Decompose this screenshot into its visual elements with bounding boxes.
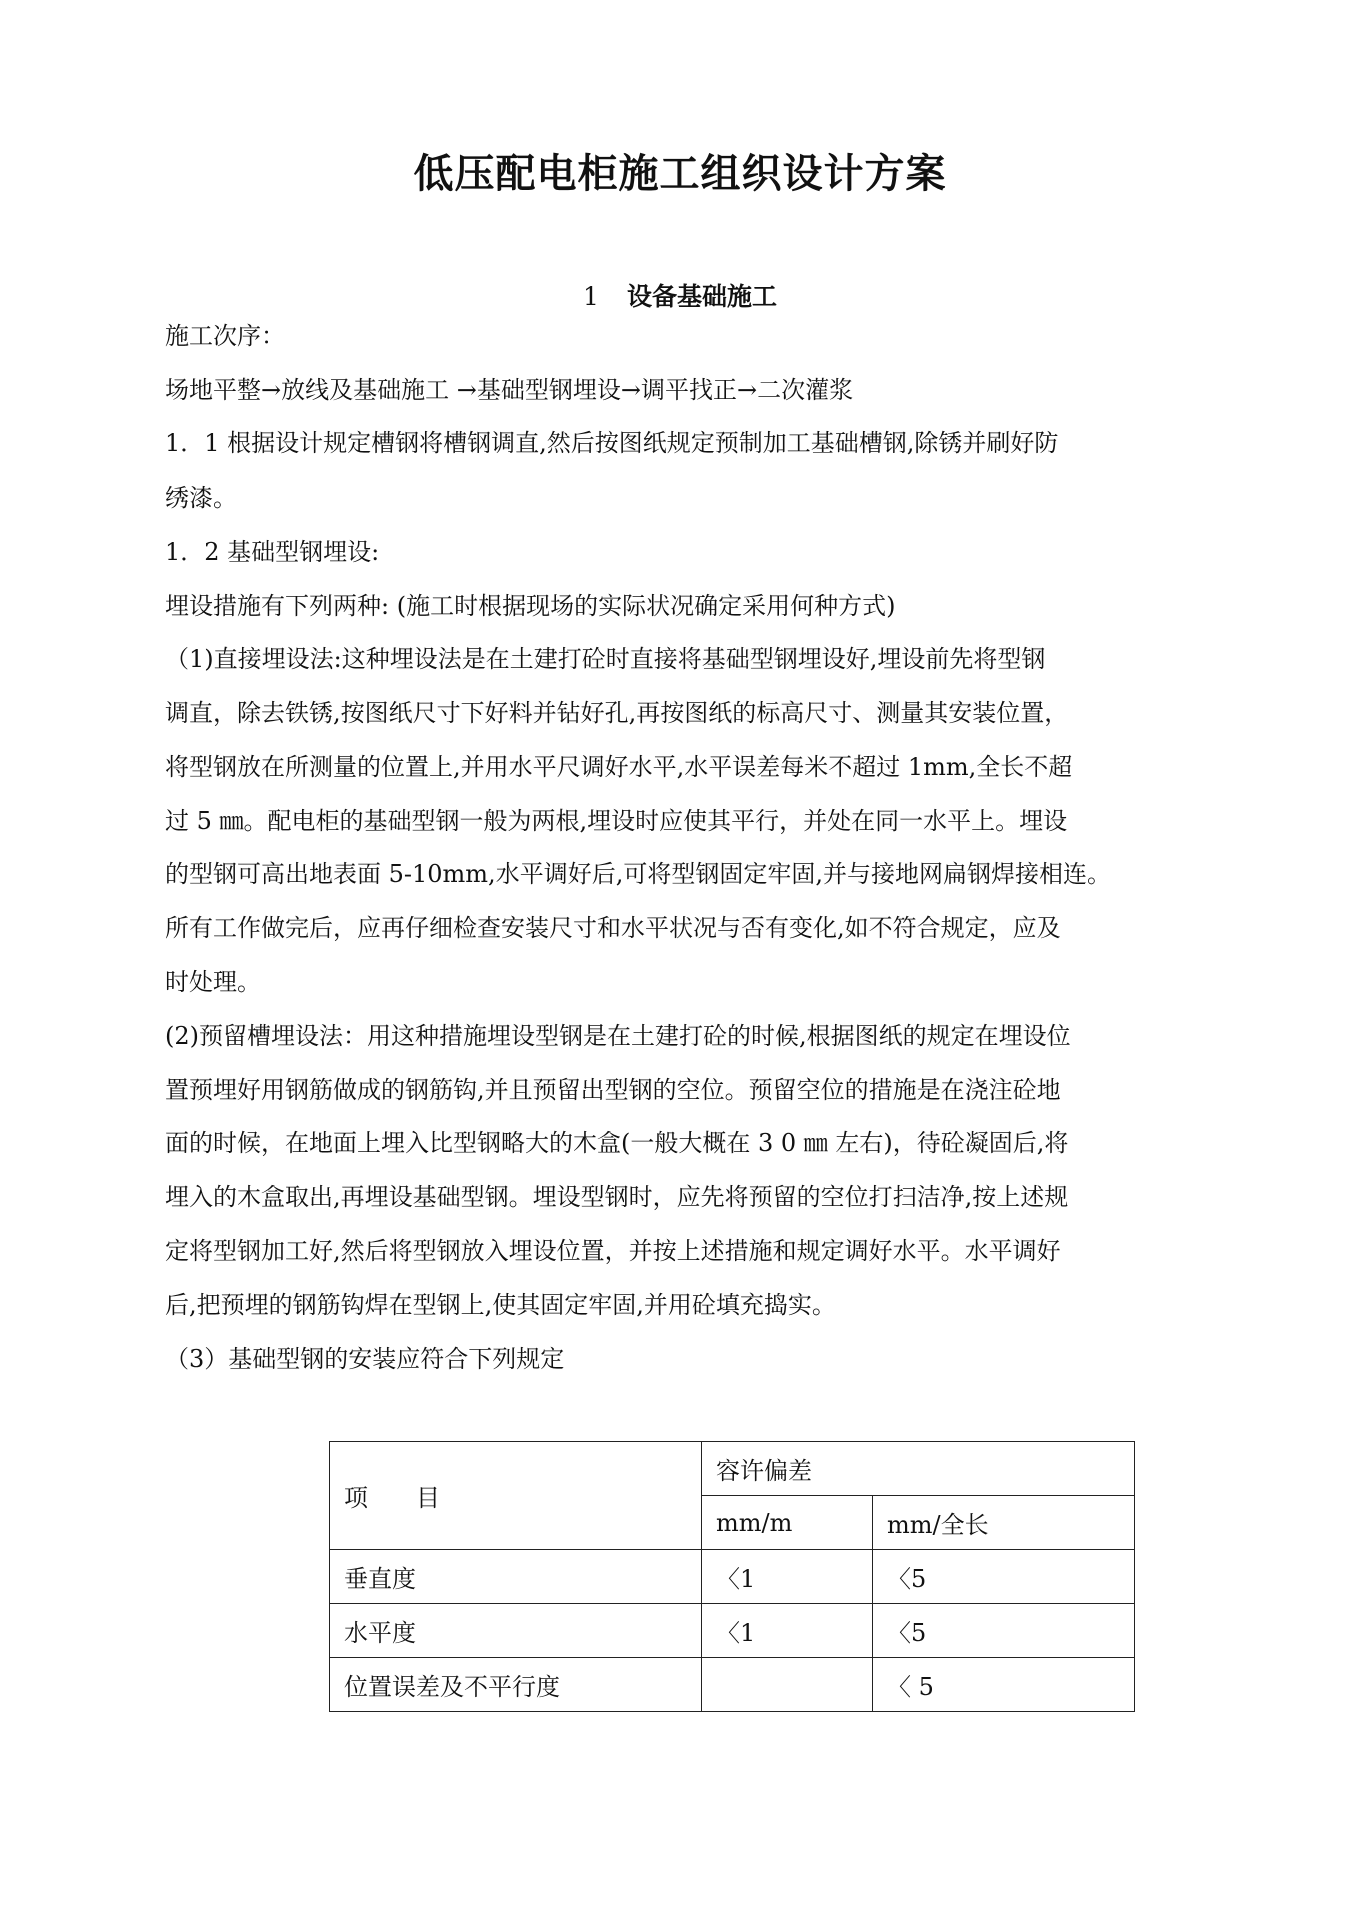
paragraph-line: 埋入的木盒取出,再埋设基础型钢。埋设型钢时，应先将预留的空位打扫洁净,按上述规 [165, 1183, 1069, 1211]
paragraph-line: 调直，除去铁锈,按图纸尺寸下好料并钻好孔,再按图纸的标高尺寸、测量其安装位置， [165, 699, 1069, 727]
item-cell: 位置误差及不平行度 [330, 1658, 702, 1712]
paragraph-line: 时处理。 [165, 968, 261, 996]
total-cell: 〈5 [873, 1604, 1135, 1658]
item-header-cell: 项 目 [330, 1442, 702, 1550]
total-cell: 〈5 [873, 1550, 1135, 1604]
document-title: 低压配电柜施工组织设计方案 [413, 150, 947, 197]
table-row [330, 1658, 1135, 1712]
paragraph-line: 过 5 ㎜。配电柜的基础型钢一般为两根,埋设时应使其平行，并处在同一水平上。埋设 [165, 807, 1068, 835]
item-cell: 水平度 [330, 1604, 702, 1658]
paragraph-line: 1．1 根据设计规定槽钢将槽钢调直,然后按图纸规定预制加工基础槽钢,除锈并刷好防 [165, 429, 1059, 457]
paragraph-line: 后,把预埋的钢筋钩焊在型钢上,使其固定牢固,并用砼填充捣实。 [165, 1291, 836, 1319]
per-m-cell: 〈1 [702, 1604, 873, 1658]
paragraph-line: 将型钢放在所测量的位置上,并用水平尺调好水平,水平误差每米不超过 1mm,全长不超 [165, 753, 1073, 781]
paragraph-line: 面的时候，在地面上埋入比型钢略大的木盒(一般大概在 3 0 ㎜ 左右)，待砼凝固后,将 [165, 1129, 1069, 1157]
total-cell: 〈 5 [873, 1658, 1135, 1712]
paragraph-line: 置预埋好用钢筋做成的钢筋钩,并且预留出型钢的空位。预留空位的措施是在浇注砼地 [165, 1076, 1061, 1104]
section-heading [0, 277, 1360, 313]
table-row [330, 1550, 1135, 1604]
paragraph-line: 的型钢可高出地表面 5-10mm,水平调好后,可将型钢固定牢固,并与接地网扁钢焊接相连。 [165, 860, 1111, 888]
per-m-cell [702, 1658, 873, 1712]
paragraph-line: 施工次序： [165, 322, 285, 350]
item-cell: 垂直度 [330, 1550, 702, 1604]
paragraph-line: （3）基础型钢的安装应符合下列规定 [165, 1345, 565, 1373]
unit-total-cell: mm/全长 [873, 1496, 1135, 1550]
section-number: 1 [583, 282, 599, 311]
paragraph-line: 1．2 基础型钢埋设: [165, 538, 380, 566]
paragraph-line: （1)直接埋设法:这种埋设法是在土建打砼时直接将基础型钢埋设好,埋设前先将型钢 [165, 645, 1046, 673]
paragraph-line: 定将型钢加工好,然后将型钢放入埋设位置，并按上述措施和规定调好水平。水平调好 [165, 1237, 1061, 1265]
per-m-cell: 〈1 [702, 1550, 873, 1604]
table-header-row [330, 1442, 1135, 1496]
unit-per-m-cell: mm/m [702, 1496, 873, 1550]
section-title: 设备基础施工 [626, 282, 777, 311]
tolerance-table [329, 1441, 1135, 1712]
paragraph-line: 埋设措施有下列两种: (施工时根据现场的实际状况确定采用何种方式) [165, 592, 896, 620]
paragraph-line: 场地平整→放线及基础施工 →基础型钢埋设→调平找正→二次灌浆 [165, 376, 854, 404]
paragraph-line: (2)预留槽埋设法：用这种措施埋设型钢是在土建打砼的时候,根据图纸的规定在埋设位 [165, 1022, 1071, 1050]
paragraph-line: 绣漆。 [165, 484, 237, 512]
table-row [330, 1604, 1135, 1658]
tolerance-header-cell: 容许偏差 [702, 1442, 1135, 1496]
paragraph-line: 所有工作做完后，应再仔细检查安装尺寸和水平状况与否有变化,如不符合规定，应及 [165, 914, 1061, 942]
